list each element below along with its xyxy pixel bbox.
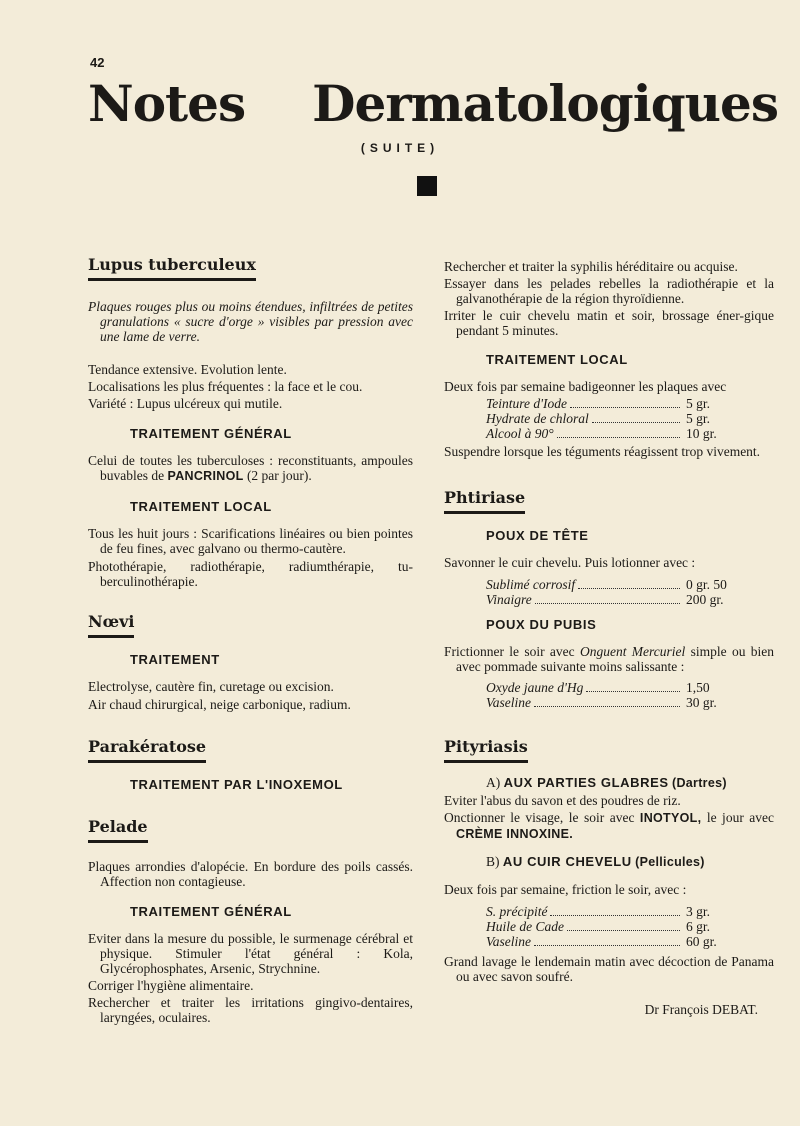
pityriasis-b-title: AU CUIR CHEVELU xyxy=(502,854,632,869)
leader-dots xyxy=(586,691,680,692)
pityriasis-b-heading xyxy=(486,854,774,870)
lupus-variete: Variété : Lupus ulcéreux qui mutile. xyxy=(88,396,283,411)
recipe-quantity: 6 gr. xyxy=(686,919,711,934)
pityriasis-a-heading xyxy=(486,775,774,791)
pelade-cont-text-1: Rechercher et traiter la syphilis héréditaire ou acquise. xyxy=(444,259,738,274)
leader-dots xyxy=(550,915,680,916)
leader-dots xyxy=(578,588,680,589)
recipe-quantity: 0 gr. 50 xyxy=(686,577,727,592)
recipe-row xyxy=(486,904,736,919)
pelade-tg-text-1: Eviter dans la mesure du possible, le surmenage cérébral et physique. Stimuler l'état général : Kola, Glycérophosphates, Arsenic, Strychnine. xyxy=(88,931,413,976)
pelade-cont-text-2: Essayer dans les pelades rebelles la radiothérapie et la galvanothérapie de la région thyroïdienne. xyxy=(444,276,774,306)
title-word-1: Notes xyxy=(88,74,246,133)
leader-dots xyxy=(534,945,680,946)
recipe-row xyxy=(486,426,736,441)
pubis-text-a: Frictionner le soir avec xyxy=(444,644,575,659)
section-heading-noevi: Nœvi xyxy=(88,613,134,638)
pelade-cont-text-3: Irriter le cuir chevelu matin et soir, brossage éner-gique pendant 5 minutes. xyxy=(444,308,774,338)
noevi-text-2: Air chaud chirurgical, neige carbonique, radium. xyxy=(88,697,351,712)
pelade-tg-text-2: Corriger l'hygiène alimentaire. xyxy=(88,978,254,993)
recipe-item: Oxyde jaune d'Hg xyxy=(486,680,584,695)
page-title xyxy=(88,74,778,134)
pityriasis-a-text-1: Eviter l'abus du savon et des poudres de riz. xyxy=(444,793,681,808)
lupus-tl-text-2: Photothérapie, radiothérapie, radiumthérapie, tu-berculinothérapie. xyxy=(88,559,413,589)
recipe-poux-tete xyxy=(486,577,736,607)
recipe-item: Vaseline xyxy=(486,695,531,710)
recipe-item: Sublimé corrosif xyxy=(486,577,576,592)
pityriasis-a-text-2a: Onctionner le visage, le soir avec xyxy=(444,810,635,825)
pityriasis-b-text: Deux fois par semaine, friction le soir, avec : xyxy=(444,882,687,897)
pelade-traitement-local-heading: TRAITEMENT LOCAL xyxy=(486,352,628,367)
leader-dots xyxy=(592,422,680,423)
recipe-cuir-chevelu xyxy=(486,904,736,949)
poux-du-pubis-heading: POUX DU PUBIS xyxy=(486,617,597,632)
decorative-square xyxy=(417,176,437,196)
poux-de-tete-heading: POUX DE TÊTE xyxy=(486,528,589,543)
recipe-quantity: 60 gr. xyxy=(686,934,717,949)
pelade-tl-text: Deux fois par semaine badigeonner les plaques avec xyxy=(444,379,727,394)
pityriasis-a-title: AUX PARTIES GLABRES xyxy=(503,775,669,790)
lupus-localisations: Localisations les plus fréquentes : la face et le cou. xyxy=(88,379,363,394)
lupus-traitement-local-heading: TRAITEMENT LOCAL xyxy=(130,499,272,514)
recipe-quantity: 5 gr. xyxy=(686,396,711,411)
leader-dots xyxy=(570,407,680,408)
recipe-item: Teinture d'Iode xyxy=(486,396,568,411)
page-number: 42 xyxy=(90,55,105,70)
pityriasis-b-prefix: B) xyxy=(486,854,500,869)
recipe-item: Vaseline xyxy=(486,934,531,949)
signature: Dr François DEBAT. xyxy=(644,1002,758,1017)
recipe-row xyxy=(486,934,736,949)
pityriasis-b-text-2: Grand lavage le lendemain matin avec décoction de Panama ou avec savon soufré. xyxy=(444,954,774,984)
creme-innoxine-brand: CRÈME INNOXINE. xyxy=(456,827,574,841)
recipe-row xyxy=(486,919,736,934)
pelade-desc: Plaques arrondies d'alopécie. En bordure des poils cassés. Affection non contagieuse. xyxy=(88,859,413,889)
recipe-quantity: 5 gr. xyxy=(686,411,711,426)
lupus-tg-text-b: (2 par jour). xyxy=(246,468,312,483)
section-heading-pelade: Pelade xyxy=(88,818,148,843)
lupus-intro: Plaques rouges plus ou moins étendues, infiltrées de petites granulations « sucre d'orge » visibles par pression avec une lame de verre. xyxy=(88,299,413,344)
recipe-quantity: 1,50 xyxy=(686,680,710,695)
recipe-row xyxy=(486,396,736,411)
recipe-quantity: 3 gr. xyxy=(686,904,711,919)
noevi-text-1: Electrolyse, cautère fin, curetage ou excision. xyxy=(88,679,334,694)
recipe-poux-pubis xyxy=(486,680,736,710)
recipe-quantity: 10 gr. xyxy=(686,426,717,441)
section-heading-phtiriase: Phtiriase xyxy=(444,489,525,514)
pityriasis-a-paren: (Dartres) xyxy=(672,776,727,790)
subtitle: (SUITE) xyxy=(360,141,440,155)
pancrinol-brand: PANCRINOL xyxy=(167,469,244,483)
lupus-traitement-general-heading: TRAITEMENT GÉNÉRAL xyxy=(130,426,292,441)
recipe-row xyxy=(486,592,736,607)
lupus-tendance: Tendance extensive. Evolution lente. xyxy=(88,362,287,377)
right-column xyxy=(444,259,774,1017)
recipe-row xyxy=(486,695,736,710)
leader-dots xyxy=(534,706,680,707)
section-heading-parakeratose: Parakératose xyxy=(88,738,206,763)
pityriasis-b-paren: (Pellicules) xyxy=(635,855,705,869)
recipe-quantity: 30 gr. xyxy=(686,695,717,710)
recipe-item: Hydrate de chloral xyxy=(486,411,589,426)
left-column xyxy=(88,256,413,1025)
lupus-tg-text-a: Celui de toutes les tuberculoses : reconstituants, ampoules buvables de xyxy=(88,453,413,483)
recipe-quantity: 200 gr. xyxy=(686,592,724,607)
recipe-item: Alcool à 90° xyxy=(486,426,554,441)
recipe-row xyxy=(486,411,736,426)
pubis-text-b: simple ou bien avec pommade suivante moins salissante : xyxy=(456,644,775,674)
title-word-2: Dermatologiques xyxy=(312,74,778,133)
parakeratose-traitement-heading: TRAITEMENT PAR L'INOXEMOL xyxy=(130,777,343,792)
leader-dots xyxy=(535,603,680,604)
pityriasis-a-prefix: A) xyxy=(486,775,501,790)
leader-dots xyxy=(567,930,680,931)
pelade-tg-text-3: Rechercher et traiter les irritations gingivo-dentaires, laryngées, oculaires. xyxy=(88,995,413,1025)
recipe-row xyxy=(486,577,736,592)
onguent-mercuriel: Onguent Mercuriel xyxy=(580,644,686,659)
pelade-traitement-general-heading: TRAITEMENT GÉNÉRAL xyxy=(130,904,292,919)
lupus-tl-text-1: Tous les huit jours : Scarifications linéaires ou bien pointes de feu fines, avec galvano ou thermo-cautère. xyxy=(88,526,413,556)
pityriasis-a-text-2b: le jour avec xyxy=(706,810,775,825)
poux-de-tete-text: Savonner le cuir chevelu. Puis lotionner avec : xyxy=(444,555,696,570)
noevi-traitement-heading: TRAITEMENT xyxy=(130,652,220,667)
section-heading-pityriasis: Pityriasis xyxy=(444,738,528,763)
recipe-pelade xyxy=(486,396,736,441)
section-heading-lupus: Lupus tuberculeux xyxy=(88,256,256,281)
inotyol-brand: INOTYOL, xyxy=(639,811,702,825)
leader-dots xyxy=(557,437,680,438)
pelade-suspend: Suspendre lorsque les téguments réagissent trop vivement. xyxy=(444,444,761,459)
recipe-item: Huile de Cade xyxy=(486,919,564,934)
recipe-item: Vinaigre xyxy=(486,592,532,607)
recipe-row xyxy=(486,680,736,695)
pityriasis-a-text-2 xyxy=(444,810,774,842)
recipe-item: S. précipité xyxy=(486,904,548,919)
poux-du-pubis-text xyxy=(444,644,774,674)
lupus-traitement-general-text xyxy=(88,453,413,484)
